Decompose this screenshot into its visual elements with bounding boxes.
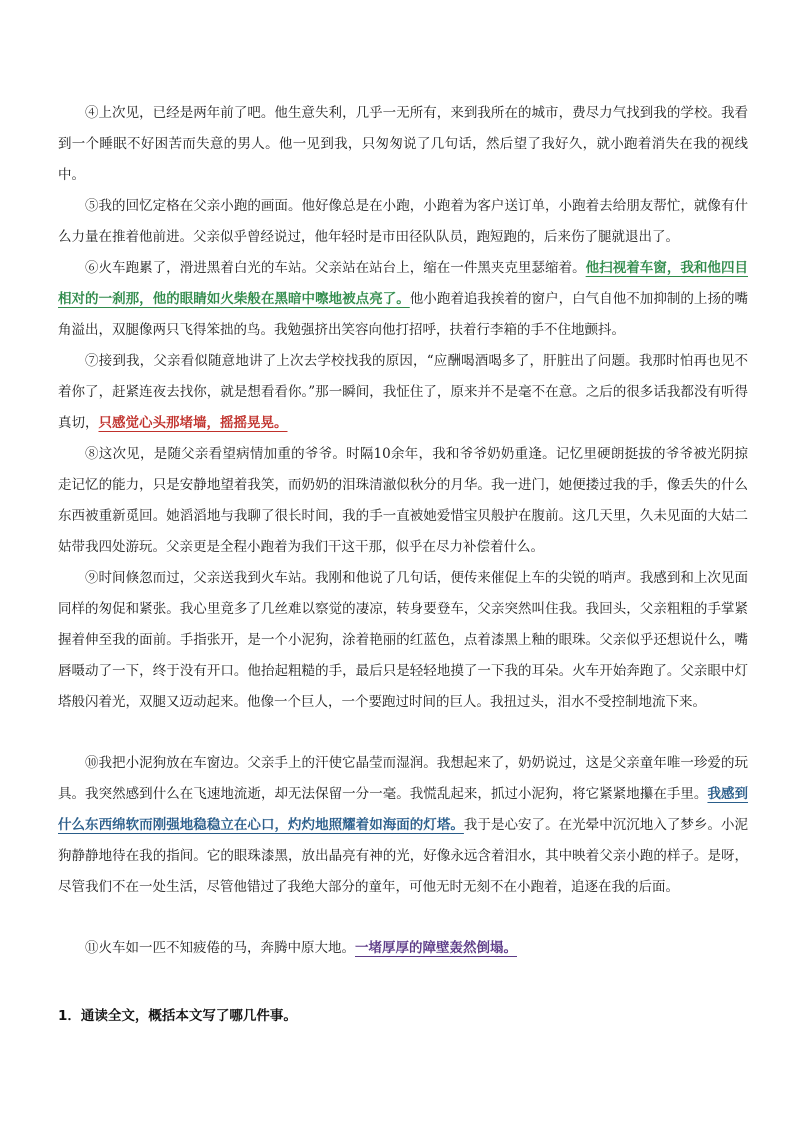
paragraph-10-text: ⑩我把小泥狗放在车窗边。父亲手上的汗使它晶莹而湿润。我想起来了，奶奶说过，这是父亲童年唯一珍爱的玩具。我突然感到什么在飞速地流逝，却无法保留一分一毫。我慌乱起来，抓过小泥狗，将它紧紧地攥在手里。: [58, 755, 748, 802]
paragraph-7-text: ⑦接到我，父亲看似随意地讲了上次去学校找我的原因，“应酬喝酒喝多了，肝脏出了问题。我那时怕再也见不着你了，赶紧连夜去找你，就是想看看你。”那一瞬间，我怔住了，原来并不是毫不在意。之后的很多话我都没有听得真切，: [58, 353, 748, 431]
paragraph-6: [58, 253, 748, 346]
paragraph-7: [58, 346, 748, 439]
highlight-blue: 我感到什么东西绵软而刚强地稳稳立在心口，灼灼地照耀着如海面的灯塔。: [58, 786, 749, 833]
paragraph-11-text: ⑪火车如一匹不知疲倦的马，奔腾中原大地。: [85, 940, 355, 956]
highlight-green: 他扫视着车窗，我和他四目相对的一刹那，他的眼睛如火柴般在黑暗中嚓地被点亮了。: [58, 260, 748, 307]
paragraph-4: ④上次见，已经是两年前了吧。他生意失利，几乎一无所有，来到我所在的城市，费尽力气找到我的学校。我看到一个睡眠不好困苦而失意的男人。他一见到我，只匆匆说了几句话，然后望了我好久，就小跑着消失在我的视线中。: [58, 105, 748, 183]
highlight-red: 只感觉心头那堵墙，摇摇晃晃。: [98, 415, 288, 431]
paragraph-6-text-after: 他小跑着追我挨着的窗户，白气自他不加抑制的上扬的嘴角溢出，双腿像两只飞得笨拙的鸟。我勉强挤出笑容向他打招呼，扶着行李箱的手不住地颤抖。: [58, 291, 749, 338]
paragraph-5: ⑤我的回忆定格在父亲小跑的画面。他好像总是在小跑，小跑着为客户送订单，小跑着去给朋友帮忙，就像有什么力量在推着他前进。父亲似乎曾经说过，他年轻时是市田径队队员，跑短跑的，后来伤了腿就退出了。: [58, 198, 748, 245]
paragraph-6-text: ⑥火车跑累了，滑进黑着白光的车站。父亲站在站台上，缩在一件黑夹克里瑟缩着。: [85, 260, 586, 276]
paragraph-8: ⑧这次见，是随父亲看望病情加重的爷爷。时隔10余年，我和爷爷奶奶重逢。记忆里硬朗挺拔的爷爷被光阴掠走记忆的能力，只是安静地望着我笑，而奶奶的泪珠清澈似秋分的月华。我一进门，她便搂过我的手，像丢失的什么东西被重新觅回。她滔滔地与我聊了很长时间，我的手一直被她爱惜宝贝般护在腹前。这几天里，久未见面的大姑二姑带我四处游玩。父亲更是全程小跑着为我们干这干那，似乎在尽力补偿着什么。: [58, 446, 748, 555]
question-1: 1．通读全文，概括本文写了哪几件事。: [58, 1008, 297, 1024]
highlight-purple: 一堵厚厚的障壁轰然倒塌。: [355, 940, 517, 956]
paragraph-10: [58, 748, 748, 903]
paragraph-11: [58, 933, 748, 964]
paragraph-9: ⑨时间倏忽而过，父亲送我到火车站。我刚和他说了几句话，便传来催促上车的尖锐的哨声。我感到和上次见面同样的匆促和紧张。我心里竟多了几丝难以察觉的凄凉，转身要登车，父亲突然叫住我。我回头，父亲粗粗的手掌紧握着伸至我的面前。手指张开，是一个小泥狗，涂着艳丽的红蓝色，点着漆黑上釉的眼珠。父亲似乎还想说什么，嘴唇嗫动了一下，终于没有开口。他抬起粗糙的手，最后只是轻轻地摸了一下我的耳朵。火车开始奔跑了。父亲眼中灯塔般闪着光，双腿又迈动起来。他像一个巨人，一个要跑过时间的巨人。我扭过头，泪水不受控制地流下来。: [58, 570, 748, 710]
paragraph-10-text-after: 我于是心安了。在光晕中沉沉地入了梦乡。小泥狗静静地待在我的指间。它的眼珠漆黑，放出晶亮有神的光，好像永远含着泪水，其中映着父亲小跑的样子。是呀，尽管我们不在一处生活，尽管他错过了我绝大部分的童年，可他无时无刻不在小跑着，追逐在我的后面。: [58, 817, 749, 895]
